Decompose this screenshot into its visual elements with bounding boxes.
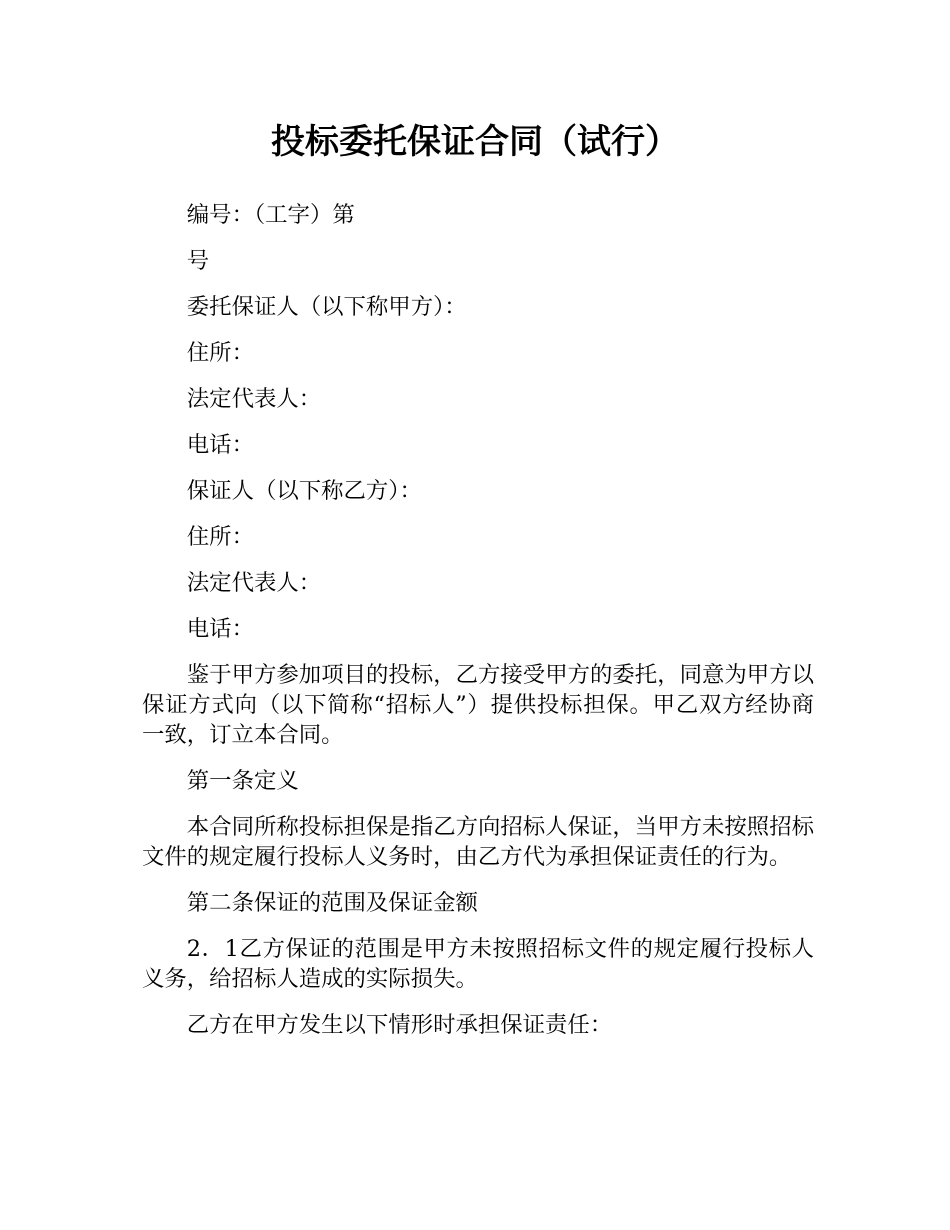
document-body [142,200,814,1056]
party-a-representative-label: 法定代表人： [186,386,322,412]
article-1-paragraph: 本合同所称投标担保是指乙方向招标人保证，当甲方未按照招标文件的规定履行投标人义务时，由乙方代为承担保证责任的行为。 [142,814,814,870]
party-a-label: 委托保证人（以下称甲方）： [186,294,467,320]
party-b-representative-label: 法定代表人： [186,570,322,596]
document-title: 投标委托保证合同（试行） [271,122,679,162]
party-b-label: 保证人（以下称乙方）： [186,478,422,504]
party-a-address-label: 住所： [186,340,254,366]
article-2-1-paragraph: 2．1乙方保证的范围是甲方未按照招标文件的规定履行投标人义务，给招标人造成的实际损失。 [142,936,814,992]
article-2-heading: 第二条保证的范围及保证金额 [186,890,478,916]
party-b-address-label: 住所： [186,524,254,550]
party-a-phone-label: 电话： [186,432,254,458]
article-1-heading: 第一条定义 [186,768,299,794]
preamble-paragraph: 鉴于甲方参加项目的投标，乙方接受甲方的委托，同意为甲方以保证方式向（以下简称“招标人”）提供投标担保。甲乙双方经协商一致，订立本合同。 [142,662,814,748]
contract-number-suffix: 号 [186,248,210,274]
liability-conditions-paragraph: 乙方在甲方发生以下情形时承担保证责任： [186,1012,613,1038]
contract-number-line: 编号：（工字）第 [186,202,355,228]
party-b-phone-label: 电话： [186,616,254,642]
